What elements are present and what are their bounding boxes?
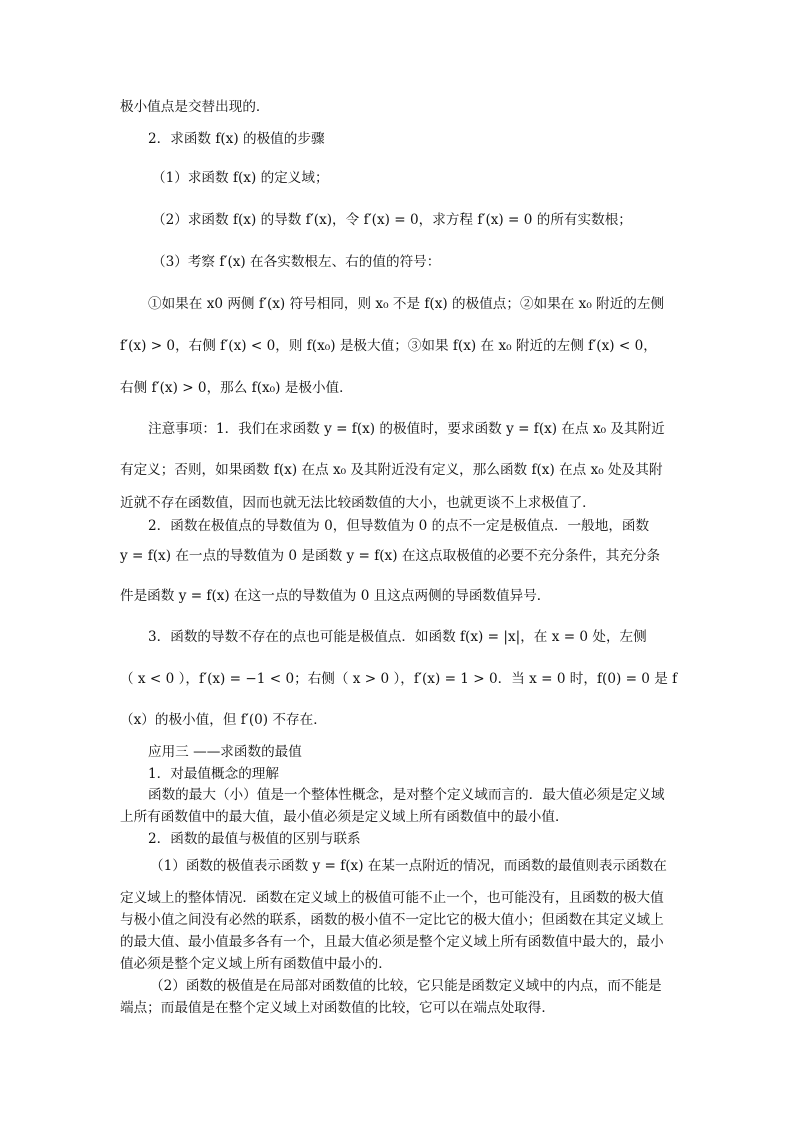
text-line: （ x < 0 ），f′(x) = −1 < 0；右侧（ x > 0 ），f′(x) = 1 > 0．当 x = 0 时，f(0) = 0 是 f [120, 671, 678, 687]
text-line: 有定义；否则，如果函数 f(x) 在点 x₀ 及其附近没有定义，那么函数 f(x) 在点 x₀ 处及其附 [120, 462, 663, 478]
text-line: ①如果在 x0 两侧 f′(x) 符号相同，则 x₀ 不是 f(x) 的极值点；②如果在 x₀ 附近的左侧 [148, 296, 665, 312]
text-line: （1）函数的极值表示函数 y = f(x) 在某一点附近的情况，而函数的最值则表示函数在 [150, 858, 667, 874]
text-line: 近就不存在函数值，因而也就无法比较函数值的大小，也就更谈不上求极值了． [120, 495, 596, 511]
text-line: 定义域上的整体情况．函数在定义域上的极值可能不止一个，也可能没有，且函数的极大值 [120, 890, 664, 906]
text-line: 值必须是整个定义域上所有函数值中最小的． [120, 956, 392, 972]
text-line: （2）函数的极值是在局部对函数值的比较，它只能是函数定义域中的内点，而不能是 [150, 978, 662, 994]
section-heading: 1．对最值概念的理解 [148, 766, 279, 782]
text-line: 上所有函数值中的最大值，最小值必须是定义域上所有函数值中的最小值． [120, 809, 569, 825]
text-line: （x）的极小值，但 f′(0) 不存在． [120, 712, 327, 728]
step-item: （1）求函数 f(x) 的定义域； [152, 170, 329, 186]
text-line: 与极小值之间没有必然的联系，函数的极小值不一定比它的极大值小；但函数在其定义域上 [120, 912, 664, 928]
note-paragraph: 注意事项：1．我们在求函数 y = f(x) 的极值时，要求函数 y = f(x) 在点 x₀ 及其附近 [148, 421, 665, 437]
step-item: （2）求函数 f(x) 的导数 f′(x)，令 f′(x) = 0，求方程 f′(x) = 0 的所有实数根； [152, 212, 632, 228]
note-paragraph: 2．函数在极值点的导数值为 0，但导数值为 0 的点不一定是极值点．一般地，函数 [148, 518, 650, 534]
text-line: 函数的最大（小）值是一个整体性概念，是对整个定义域而言的．最大值必须是定义域 [148, 787, 665, 803]
note-paragraph: 3．函数的导数不存在的点也可能是极值点．如函数 f(x) = |x|，在 x = 0 处，左侧 [148, 629, 647, 645]
text-line: 的最大值、最小值最多各有一个，且最大值必须是整个定义域上所有函数值中最大的，最小 [120, 934, 664, 950]
section-heading: 应用三 ——求函数的最值 [148, 744, 302, 760]
section-heading: 2．求函数 f(x) 的极值的步骤 [148, 131, 325, 147]
text-line: 极小值点是交替出现的． [120, 99, 270, 115]
text-line: 件是函数 y = f(x) 在这一点的导数值为 0 且这点两侧的导函数值异号． [120, 588, 551, 604]
text-line: 右侧 f′(x) > 0，那么 f(x₀) 是极小值． [120, 380, 353, 396]
section-heading: 2．函数的最值与极值的区别与联系 [148, 831, 361, 847]
text-line: y = f(x) 在一点的导数值为 0 是函数 y = f(x) 在这点取极值的必要不充分条件，其充分条 [120, 548, 661, 564]
text-line: f′(x) > 0，右侧 f′(x) < 0，则 f(x₀) 是极大值；③如果 f(x) 在 x₀ 附近的左侧 f′(x) < 0， [120, 338, 657, 354]
step-item: （3）考察 f′(x) 在各实数根左、右的值的符号： [152, 254, 441, 270]
text-line: 端点；而最值是在整个定义域上对函数值的比较，它可以在端点处取得． [120, 1000, 555, 1016]
